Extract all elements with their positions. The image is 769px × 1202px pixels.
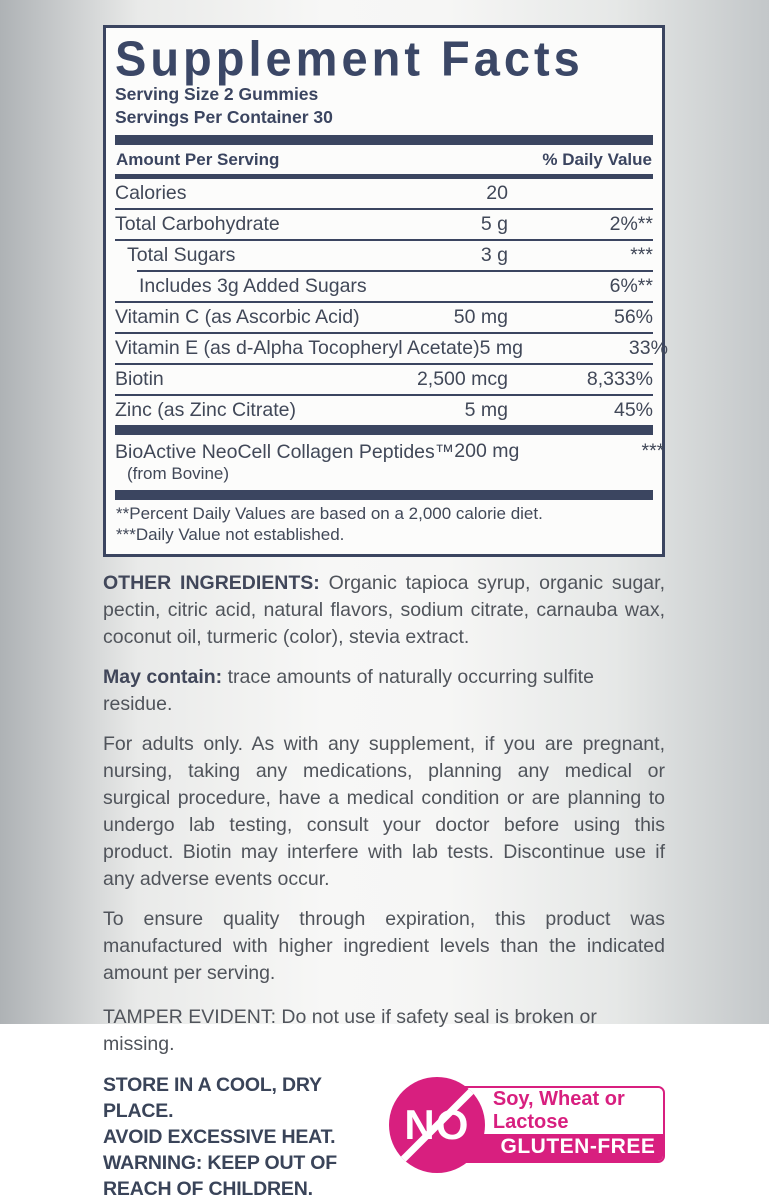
divider-thick xyxy=(115,490,653,500)
nutrient-amount: 20 xyxy=(486,181,508,204)
may-contain-label: May contain: xyxy=(103,665,223,688)
footnote-dv-not-established: ***Daily Value not established. xyxy=(116,525,345,545)
servings-per-container: Servings Per Container 30 xyxy=(115,106,333,127)
nutrient-amount: 5 g xyxy=(480,212,508,235)
nutrient-amount: 50 mg xyxy=(453,305,508,328)
may-contain-paragraph xyxy=(103,664,665,718)
table-row-vitamin-e xyxy=(115,334,668,363)
nutrient-amount: 5 mg xyxy=(479,336,523,359)
footnotes xyxy=(115,500,653,548)
footnote-daily-values: **Percent Daily Values are based on a 2,000 calorie diet. xyxy=(116,503,543,523)
amount-per-serving-label: Amount Per Serving xyxy=(116,149,280,169)
adults-warning-paragraph: For adults only. As with any supplement, if you are pregnant, nursing, taking any medications, planning any medical or surgical procedure, have a medical condition or are planning to undergo lab testing, consult your doctor before using this product. Biotin may interfere with lab tests. Discontinue use if any adverse events occur. xyxy=(103,732,665,890)
tamper-evident-notice: TAMPER EVIDENT: Do not use if safety seal is broken or missing. xyxy=(103,1005,597,1055)
nutrient-amount: 200 mg xyxy=(454,439,520,462)
no-allergen-badge xyxy=(389,1075,665,1175)
storage-line: WARNING: KEEP OUT OF xyxy=(103,1151,337,1174)
nutrient-dv: 56% xyxy=(613,305,653,328)
other-ingredients-label: OTHER INGREDIENTS: xyxy=(103,571,320,594)
nutrient-name: Total Sugars xyxy=(127,243,236,266)
storage-line: STORE IN A COOL, DRY PLACE. xyxy=(103,1073,322,1122)
nutrient-name: Zinc (as Zinc Citrate) xyxy=(115,398,296,421)
table-row-total-sugars xyxy=(115,241,653,270)
label-text-sections xyxy=(103,570,665,1202)
daily-value-label: % Daily Value xyxy=(542,149,652,169)
table-row-vitamin-c xyxy=(115,303,653,332)
nutrient-dv: *** xyxy=(630,243,653,266)
label-content xyxy=(103,25,668,1202)
nutrient-dv: 33% xyxy=(628,336,668,359)
quality-note-paragraph: To ensure quality through expiration, this product was manufactured with higher ingredient levels than the indicated amount per serving. xyxy=(103,907,665,984)
storage-line: AVOID EXCESSIVE HEAT. xyxy=(103,1125,336,1148)
nutrient-name: Total Carbohydrate xyxy=(115,212,280,235)
other-ingredients-paragraph xyxy=(103,570,665,651)
nutrient-name: Includes 3g Added Sugars xyxy=(139,274,367,297)
table-row-carbohydrate xyxy=(115,210,653,239)
collagen-name: BioActive NeoCell Collagen Peptides™ xyxy=(115,440,455,463)
serving-size: Serving Size 2 Gummies xyxy=(115,83,319,104)
storage-warning-block xyxy=(103,1072,389,1202)
nutrient-dv: 8,333% xyxy=(586,367,653,390)
nutrient-dv: *** xyxy=(641,439,665,462)
table-row-collagen xyxy=(115,435,665,490)
facts-table-header xyxy=(115,145,653,174)
allergen-free-text: Soy, Wheat or Lactose xyxy=(441,1088,663,1134)
storage-line: REACH OF CHILDREN. xyxy=(103,1177,313,1200)
no-label: NO xyxy=(404,1100,470,1148)
table-row-zinc xyxy=(115,396,653,425)
divider-thick xyxy=(115,425,653,435)
nutrient-name xyxy=(115,440,454,484)
nutrient-amount: 3 g xyxy=(480,243,508,266)
collagen-source: (from Bovine) xyxy=(127,463,230,483)
nutrient-dv: 45% xyxy=(613,398,653,421)
table-row-calories xyxy=(115,179,653,208)
nutrient-dv: 6%** xyxy=(609,274,653,297)
storage-and-badge-row xyxy=(103,1072,665,1202)
nutrient-amount: 2,500 mcg xyxy=(416,367,508,390)
table-row-added-sugars xyxy=(115,272,653,301)
other-ingredients-text: Organic tapioca syrup, organic sugar, pectin, citric acid, natural flavors, sodium citrate, carnauba wax, coconut oil, turmeric (color), stevia extract. xyxy=(103,571,665,648)
nutrient-name: Vitamin E (as d-Alpha Tocopheryl Acetate) xyxy=(115,336,480,359)
supplement-facts-panel xyxy=(103,25,668,557)
nutrient-amount: 5 mg xyxy=(464,398,508,421)
table-row-biotin xyxy=(115,365,653,394)
nutrient-dv: 2%** xyxy=(609,212,653,235)
may-contain-text: trace amounts of naturally occurring sulfite residue. xyxy=(103,665,594,715)
divider-thick xyxy=(115,135,653,145)
nutrient-name: Calories xyxy=(115,181,187,204)
gluten-free-text: GLUTEN-FREE xyxy=(441,1134,663,1161)
nutrient-name: Biotin xyxy=(115,367,164,390)
nutrient-name: Vitamin C (as Ascorbic Acid) xyxy=(115,305,360,328)
no-symbol-icon xyxy=(389,1077,485,1173)
panel-title: Supplement Facts xyxy=(115,30,584,86)
